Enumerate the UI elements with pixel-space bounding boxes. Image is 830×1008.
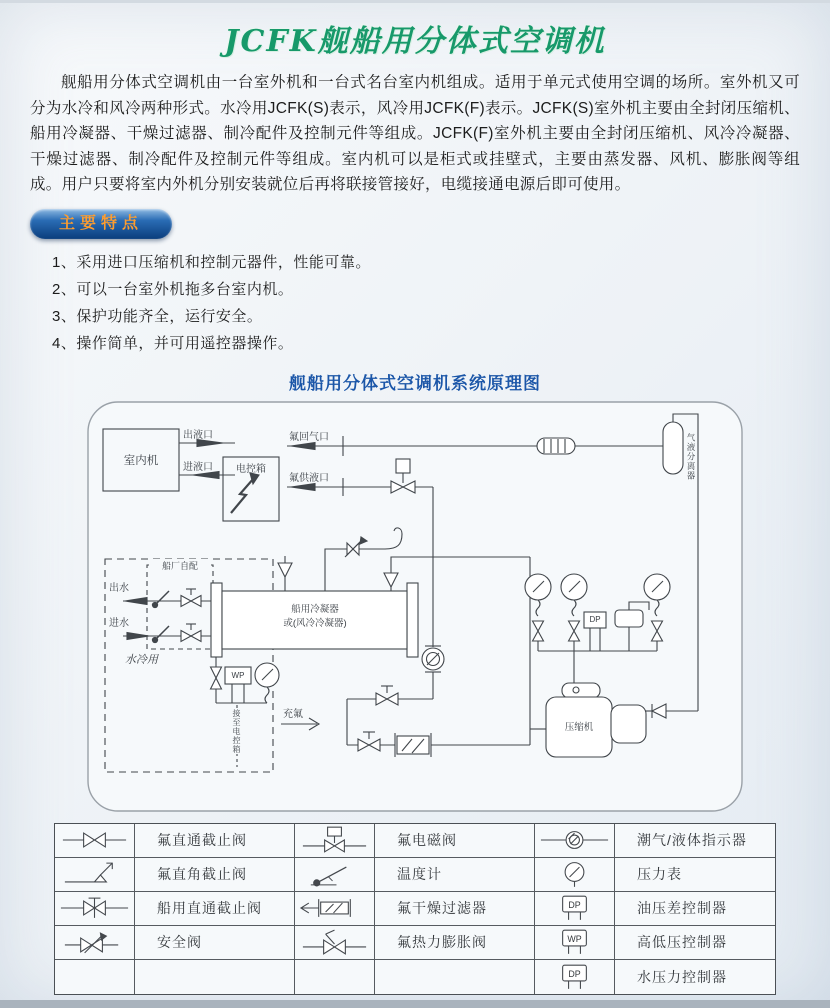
legend-label bbox=[135, 960, 295, 994]
label-control-box: 电控箱 bbox=[236, 463, 266, 475]
label-water-out: 出水 bbox=[109, 582, 129, 594]
svg-text:WP: WP bbox=[567, 934, 582, 944]
label-liquid-in: 进液口 bbox=[183, 461, 213, 473]
label-separator: 气液分离器 bbox=[686, 432, 696, 480]
legend-label: 氟热力膨胀阀 bbox=[375, 926, 535, 960]
label-to-control-box: 接至电控箱 bbox=[232, 708, 241, 754]
page-top-edge bbox=[0, 0, 830, 3]
label-compressor: 压缩机 bbox=[564, 721, 594, 733]
label-wp-box: WP bbox=[231, 670, 245, 680]
label-water-in: 进水 bbox=[109, 617, 129, 629]
label-condenser-1: 船用冷凝器 bbox=[291, 603, 339, 615]
label-shipyard: 船厂自配 bbox=[149, 559, 211, 572]
legend-label: 安全阀 bbox=[135, 926, 295, 960]
legend-label: 水压力控制器 bbox=[637, 968, 727, 985]
features-badge: 主要特点 bbox=[30, 209, 172, 239]
svg-text:DP: DP bbox=[568, 968, 581, 979]
legend-label: 氟电磁阀 bbox=[375, 824, 535, 858]
legend-table bbox=[54, 823, 776, 995]
label-gas-return: 氟回气口 bbox=[289, 431, 329, 443]
legend-symbol-oil-dp-controller-icon bbox=[535, 892, 615, 926]
separator-tank bbox=[663, 422, 683, 474]
legend-label: 氟直角截止阀 bbox=[135, 858, 295, 892]
legend-symbol-water-dp-controller-icon bbox=[535, 960, 615, 994]
legend-symbol-expansion-valve-icon bbox=[295, 926, 375, 960]
feature-item: 3、保护功能齐全，运行安全。 bbox=[52, 307, 263, 325]
legend-symbol-angle-stop-valve-icon bbox=[55, 858, 135, 892]
system-schematic bbox=[85, 399, 745, 814]
muffler bbox=[537, 438, 575, 454]
legend-symbol-straight-stop-valve-icon bbox=[55, 824, 135, 858]
legend-label: 潮气/液体指示器 bbox=[615, 824, 775, 858]
page-title: JCFK舰船用分体式空调机 bbox=[224, 24, 606, 59]
legend-label bbox=[375, 960, 535, 994]
legend-label: 油压差控制器 bbox=[615, 892, 775, 926]
legend-symbol-safety-valve-icon bbox=[55, 926, 135, 960]
legend-symbol-thermometer-icon bbox=[295, 858, 375, 892]
legend-symbol-marine-stop-valve-icon bbox=[55, 892, 135, 926]
feature-item: 4、操作简单，并可用遥控器操作。 bbox=[52, 334, 294, 352]
legend-label: 温度计 bbox=[375, 858, 535, 892]
label-water-cooling: 水冷用 bbox=[125, 653, 158, 666]
intro-paragraph: 舰船用分体式空调机由一台室外机和一台式名台室内机组成。适用于单元式使用空调的场所。室外机又可分为水冷和风冷两种形式。水冷用JCFK(S)表示，风冷用JCFK(F)表示。JCFK(S)室外机主要由全封闭压缩机、船用冷凝器、干燥过滤器、制冷配件及控制元件等组成。JCFK(F)室外机主要由全封闭压缩机、风冷冷凝器、干燥过滤器、制冷配件及控制元件等组成。室内机可以是柜式或挂壁式，主要由蒸发器、风机、膨胀阀等组成。用户只要将室内外机分别安装就位后再将联接管接好，电缆接通电源后即可使用。 bbox=[30, 74, 800, 193]
feature-item: 2、可以一台室外机拖多台室内机。 bbox=[52, 280, 294, 298]
label-dp-box: DP bbox=[589, 615, 601, 624]
legend-empty-cell bbox=[295, 960, 375, 994]
legend-label: 高低压控制器 bbox=[615, 926, 775, 960]
label-indoor-unit: 室内机 bbox=[123, 454, 159, 467]
legend-label: 船用直通截止阀 bbox=[135, 892, 295, 926]
svg-text:DP: DP bbox=[568, 900, 581, 910]
label-liquid-supply: 氟供液口 bbox=[289, 472, 329, 484]
legend-label: 氟直通截止阀 bbox=[135, 824, 295, 858]
page-bottom-edge bbox=[0, 1000, 830, 1008]
label-charge: 充氟 bbox=[283, 708, 303, 720]
legend-empty-cell bbox=[55, 960, 135, 994]
label-liquid-out: 出液口 bbox=[183, 429, 213, 441]
legend-label: 氟干燥过滤器 bbox=[375, 892, 535, 926]
legend-symbol-pressure-gauge-icon bbox=[535, 858, 615, 892]
legend-label: 压力表 bbox=[615, 858, 775, 892]
features-list bbox=[52, 249, 830, 357]
legend-symbol-wp-controller-icon bbox=[535, 926, 615, 960]
feature-item: 1、采用进口压缩机和控制元器件，性能可靠。 bbox=[52, 253, 371, 271]
label-condenser-2: 或(风冷冷凝器) bbox=[283, 617, 347, 629]
legend-symbol-filter-drier-icon bbox=[295, 892, 375, 926]
legend-symbol-solenoid-valve-icon bbox=[295, 824, 375, 858]
diagram-title: 舰船用分体式空调机系统原理图 bbox=[289, 373, 541, 393]
legend-symbol-moisture-indicator-icon bbox=[535, 824, 615, 858]
